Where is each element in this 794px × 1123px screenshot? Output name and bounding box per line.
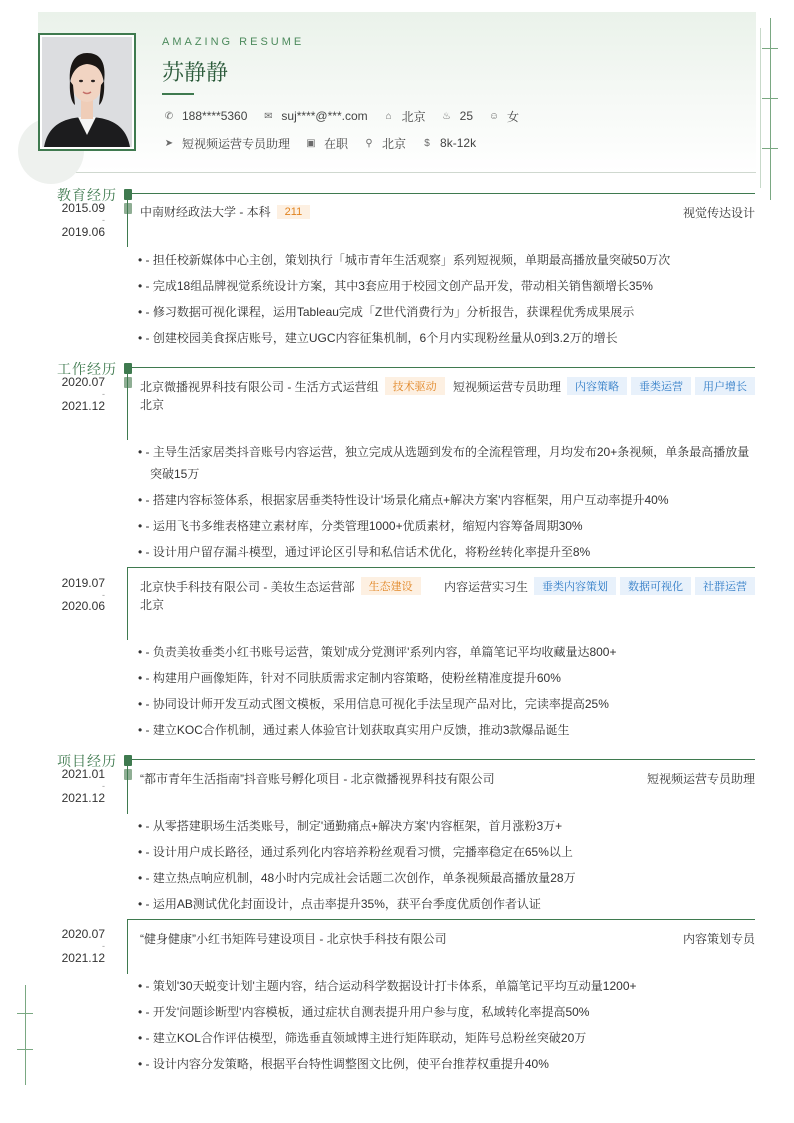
list-item [138, 667, 756, 689]
list-item [138, 301, 756, 323]
section-marker [124, 755, 132, 766]
list-item [138, 441, 756, 463]
status-text: 在职 [324, 136, 349, 151]
entry-rule [128, 567, 755, 568]
work1-start-date: 2020.07 [61, 375, 105, 389]
list-item [138, 693, 756, 715]
info-email [261, 109, 367, 123]
list-item [138, 867, 756, 889]
phone-icon: ✆ [164, 110, 174, 122]
company-name: 北京微播视界科技有限公司 - 生活方式运营组 [140, 379, 379, 394]
school-name: 中南财经政法大学 - 本科 [140, 205, 271, 219]
section-title-work: 工作经历 [57, 362, 117, 378]
info-gender [487, 108, 519, 125]
bullet-text: 担任校新媒体中心主创，策划执行「城市青年生活观察」系列短视频，单期最高播放量突破50万次 [152, 253, 671, 267]
work2-company [140, 577, 421, 595]
cake-icon: ♨ [442, 110, 452, 122]
bullet-prefix: • - [138, 1005, 153, 1019]
date-dash: - [102, 215, 105, 225]
date-dash: - [102, 941, 105, 951]
list-item [138, 893, 756, 915]
section-rule [128, 367, 755, 368]
bullet-text: 设计用户成长路径，通过系列化内容培养粉丝观看习惯，完播率稳定在65%以上 [152, 845, 573, 859]
bullet-text: 运用AB测试优化封面设计，点击率提升35%，获平台季度优质创作者认证 [152, 897, 541, 911]
bullet-text: 运用飞书多维表格建立素材库，分类管理1000+优质素材，缩短内容筹备周期30% [152, 519, 583, 533]
list-item [138, 841, 756, 863]
timeline-line [127, 567, 128, 640]
work2-start-date: 2019.07 [61, 576, 105, 590]
work2-end-date: 2020.06 [61, 599, 105, 613]
briefcase-icon: ▣ [306, 137, 316, 149]
proj1-end-date: 2021.12 [61, 791, 105, 805]
proj1-role: 短视频运营专员助理 [646, 772, 755, 786]
bullet-text: 建立热点响应机制，48小时内完成社会话题二次创作，单条视频最高播放量28万 [152, 871, 576, 885]
deco-tick [762, 98, 778, 99]
bullet-text: 修习数据可视化课程，运用Tableau完成「Z世代消费行为」分析报告，获课程优秀成果展示 [152, 305, 635, 319]
home-icon: ⌂ [385, 110, 392, 122]
bullet-prefix: • - [138, 897, 153, 911]
list-item [138, 1053, 756, 1075]
city-text: 北京 [401, 109, 426, 124]
bullet-text: 主导生活家居类抖音账号内容运营，独立完成从选题到发布的全流程管理，月均发布20+条视频，单条最高播放量 [152, 445, 750, 459]
bullet-text: 建立KOL合作评估模型，筛选垂直领域博主进行矩阵联动，矩阵号总粉丝突破20万 [152, 1031, 587, 1045]
bullet-prefix: • - [138, 445, 153, 459]
target-city-text: 北京 [382, 136, 407, 151]
entry-marker [124, 377, 132, 388]
entry-marker [124, 203, 132, 214]
bullet-text: 搭建内容标签体系，根据家居垂类特性设计'场景化痛点+解决方案'内容框架，用户互动率提升40% [152, 493, 669, 507]
role-tag: 数据可视化 [620, 577, 691, 595]
info-status [304, 135, 348, 152]
company-tag: 技术驱动 [385, 377, 445, 395]
work2-role [444, 577, 755, 595]
list-item [138, 975, 756, 997]
deco-tick [17, 1013, 33, 1014]
section-marker [124, 189, 132, 200]
role-tag: 内容策略 [567, 377, 627, 395]
timeline-line [127, 759, 128, 814]
role-tag: 垂类运营 [631, 377, 691, 395]
section-rule [128, 759, 755, 760]
deco-line [770, 18, 771, 200]
timeline-line [127, 367, 128, 440]
list-item [138, 249, 756, 271]
bullet-prefix: • - [138, 697, 153, 711]
entry-rule [128, 919, 755, 920]
timeline-line [127, 193, 128, 247]
date-dash: - [102, 781, 105, 791]
bullet-prefix: • - [138, 671, 153, 685]
bullet-prefix: • - [138, 819, 153, 833]
list-item [138, 1027, 756, 1049]
work2-location: 北京 [140, 598, 165, 612]
list-item [138, 541, 756, 563]
info-target-city [362, 135, 406, 152]
role-tag: 社群运营 [695, 577, 755, 595]
deco-line [25, 985, 26, 1085]
section-title-education: 教育经历 [57, 188, 117, 204]
salary-icon: $ [424, 137, 430, 149]
avatar [42, 37, 132, 147]
role-title: 短视频运营专员助理 [452, 379, 561, 394]
bullet-prefix: • - [138, 871, 153, 885]
phone-text: 188****5360 [182, 109, 248, 123]
bullet-text: 创建校园美食探店账号，建立UGC内容征集机制，6个月内实现粉丝量从0到3.2万的增长 [152, 331, 618, 345]
list-item [138, 515, 756, 537]
send-icon: ➤ [164, 137, 174, 149]
bullet-prefix: • - [138, 1031, 153, 1045]
resume-eyebrow: AMAZING RESUME [162, 36, 305, 48]
bullet-text: 开发'问题诊断型'内容模板，通过症状自测表提升用户参与度，私域转化率提高50% [152, 1005, 590, 1019]
work1-company [140, 377, 445, 395]
proj2-title: “健身健康”小红书矩阵号建设项目 - 北京快手科技有限公司 [140, 932, 447, 946]
email-text: suj****@***.com [281, 109, 368, 123]
proj2-end-date: 2021.12 [61, 951, 105, 965]
bullet-prefix: • - [138, 723, 153, 737]
bullet-text: 构建用户画像矩阵，针对不同肤质需求定制内容策略，使粉丝精准度提升60% [152, 671, 561, 685]
bullet-text: 设计用户留存漏斗模型，通过评论区引导和私信话术优化，将粉丝转化率提升至8% [152, 545, 591, 559]
age-text: 25 [459, 109, 473, 123]
bullet-prefix: • - [138, 845, 153, 859]
list-item [138, 327, 756, 349]
bullet-prefix: • - [138, 305, 153, 319]
deco-tick [17, 1049, 33, 1050]
proj1-start-date: 2021.01 [61, 767, 105, 781]
work1-role [453, 377, 755, 395]
portrait-illustration [42, 37, 132, 147]
list-item [138, 641, 756, 663]
gender-text: 女 [507, 109, 520, 124]
company-name: 北京快手科技有限公司 - 美妆生态运营部 [140, 579, 355, 594]
bullet-prefix: • - [138, 493, 153, 507]
bullet-prefix: • - [138, 279, 153, 293]
bullet-text: 协同设计师开发互动式图文模板，采用信息可视化手法呈现产品对比，完读率提高25% [152, 697, 609, 711]
edu-start-date: 2015.09 [61, 201, 105, 215]
mail-icon: ✉ [264, 110, 273, 122]
list-item [138, 275, 756, 297]
bullet-text: 策划'30天蜕变计划'主题内容，结合运动科学数据设计打卡体系，单篇笔记平均互动量1200+ [152, 979, 637, 993]
location-icon: ⚲ [365, 137, 373, 149]
proj2-start-date: 2020.07 [61, 927, 105, 941]
date-dash: - [102, 590, 105, 600]
intent-row [162, 133, 490, 153]
bullet-text: 完成18组品牌视觉系统设计方案，其中3套应用于校园文创产品开发，带动相关销售额增长35% [152, 279, 653, 293]
proj1-title: “都市青年生活指南”抖音账号孵化项目 - 北京微播视界科技有限公司 [140, 772, 495, 786]
list-item [138, 1001, 756, 1023]
deco-tick [762, 48, 778, 49]
bullet-text: 负责美妆垂类小红书账号运营，策划'成分党测评'系列内容，单篇笔记平均收藏量达800+ [152, 645, 617, 659]
info-salary [420, 136, 476, 150]
edu-end-date: 2019.06 [61, 225, 105, 239]
bullet-prefix: • - [138, 1057, 153, 1071]
target-role-text: 短视频运营专员助理 [182, 136, 291, 151]
bullet-text: 建立KOC合作机制，通过素人体验官计划获取真实用户反馈，推动3款爆品诞生 [152, 723, 570, 737]
smile-icon: ☺ [488, 110, 500, 122]
role-title: 内容运营实习生 [443, 579, 528, 594]
bullet-prefix: • - [138, 519, 153, 533]
company-tag: 生态建设 [361, 577, 421, 595]
date-dash: - [102, 389, 105, 399]
info-target-role [162, 135, 290, 152]
salary-text: 8k-12k [440, 136, 477, 150]
work1-location: 北京 [140, 398, 165, 412]
section-rule [128, 193, 755, 194]
bullet-prefix: • - [138, 331, 153, 345]
list-item-continuation: 突破15万 [150, 467, 200, 481]
bullet-text: 从零搭建职场生活类账号，制定'通勤痛点+解决方案'内容框架，首月涨粉3万+ [152, 819, 563, 833]
section-marker [124, 363, 132, 374]
proj2-role: 内容策划专员 [682, 932, 755, 946]
info-city [382, 108, 426, 125]
school-tag: 211 [277, 205, 311, 219]
role-tag: 用户增长 [695, 377, 755, 395]
work1-end-date: 2021.12 [61, 399, 105, 413]
entry-marker [124, 769, 132, 780]
header-divider [38, 172, 756, 173]
bullet-text: 设计内容分发策略，根据平台特性调整图文比例，使平台推荐权重提升40% [152, 1057, 549, 1071]
bullet-prefix: • - [138, 645, 153, 659]
list-item [138, 815, 756, 837]
info-age [440, 109, 473, 123]
edu-school [140, 203, 310, 220]
info-phone [162, 109, 247, 123]
candidate-name: 苏静静 [162, 61, 229, 86]
list-item [138, 719, 756, 741]
timeline-line [127, 919, 128, 974]
section-title-project: 项目经历 [57, 754, 117, 770]
list-item [138, 489, 756, 511]
deco-line [760, 28, 761, 188]
name-underline [162, 93, 194, 95]
edu-major: 视觉传达设计 [682, 206, 755, 220]
contact-row [162, 106, 533, 126]
bullet-prefix: • - [138, 253, 153, 267]
bullet-prefix: • - [138, 979, 153, 993]
bullet-prefix: • - [138, 545, 153, 559]
deco-tick [762, 148, 778, 149]
role-tag: 垂类内容策划 [534, 577, 616, 595]
